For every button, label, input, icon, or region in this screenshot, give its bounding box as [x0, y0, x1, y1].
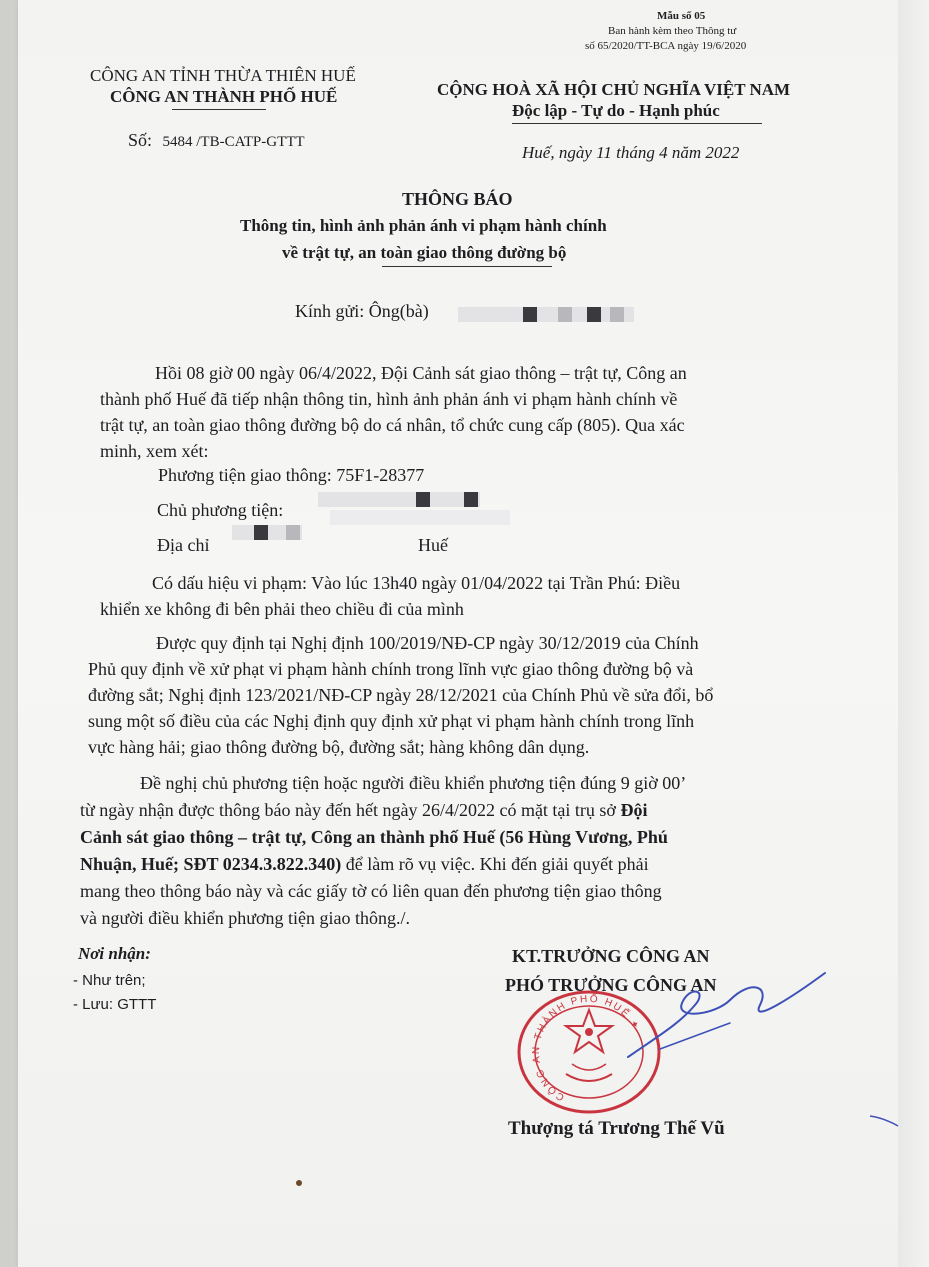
doc-subtitle-2: về trật tự, an toàn giao thông đường bộ — [282, 243, 567, 262]
intro-line: thành phố Huế đã tiếp nhận thông tin, hình ảnh phản ánh vi phạm hành chính về — [100, 389, 678, 409]
pen-mark — [868, 1112, 900, 1128]
place-date: Huế, ngày 11 tháng 4 năm 2022 — [522, 143, 740, 162]
request-bold: Nhuận, Huế; SĐT 0234.3.822.340) — [80, 854, 342, 874]
owner-label: Chủ phương tiện: — [157, 500, 284, 520]
intro-line: minh, xem xét: — [100, 441, 209, 461]
legal-line: đường sắt; Nghị định 123/2021/NĐ-CP ngày 28/12/2021 của Chính Phủ về sửa đổi, bổ — [88, 685, 714, 705]
signer-line2: PHÓ TRƯỞNG CÔNG AN — [505, 975, 717, 995]
address-city: Huế — [418, 535, 448, 555]
issuer-line1: CÔNG AN TỈNH THỪA THIÊN HUẾ — [90, 66, 356, 85]
legal-line: vực hàng hải; giao thông đường bộ, đường sắt; hàng không dân dụng. — [88, 737, 590, 757]
legal-paragraph — [88, 630, 840, 760]
recipient-item: - Như trên; — [73, 972, 146, 989]
issuer-line2: CÔNG AN THÀNH PHỐ HUẾ — [110, 87, 338, 106]
intro-paragraph — [100, 360, 855, 464]
nation-name: CỘNG HOÀ XÃ HỘI CHỦ NGHĨA VIỆT NAM — [437, 80, 791, 99]
request-line: mang theo thông báo này và các giấy tờ có liên quan đến phương tiện giao thông — [80, 881, 662, 901]
vehicle-plate: Phương tiện giao thông: 75F1-28377 — [158, 465, 425, 485]
request-line — [80, 797, 850, 824]
violation-line: khiển xe không đi bên phải theo chiều đi của mình — [100, 599, 464, 619]
motto-underline — [512, 123, 762, 124]
request-line: Đề nghị chủ phương tiện hoặc người điều khiển phương tiện đúng 9 giờ 00’ — [140, 773, 687, 793]
doc-subtitle-1: Thông tin, hình ảnh phản ánh vi phạm hành chính — [240, 216, 607, 235]
request-line: và người điều khiển phương tiện giao thông./. — [80, 908, 411, 928]
recipients-heading: Nơi nhận: — [78, 944, 151, 963]
recipient-item: - Lưu: GTTT — [73, 996, 157, 1013]
page-edge — [898, 0, 929, 1267]
doc-number: 5484 /TB-CATP-GTTT — [162, 134, 305, 150]
handwritten-signature — [620, 965, 840, 1075]
paper-speck — [296, 1180, 302, 1186]
request-text: từ ngày nhận được thông báo này đến hết ngày 26/4/2022 có mặt tại trụ sở — [80, 800, 621, 820]
legal-line: sung một số điều của các Nghị định quy định xử phạt vi phạm hành chính trong lĩnh — [88, 711, 695, 731]
form-circular: số 65/2020/TT-BCA ngày 19/6/2020 — [585, 40, 747, 52]
doc-number-row — [128, 130, 305, 151]
issuer-underline — [172, 109, 266, 110]
signer-name: Thượng tá Trương Thế Vũ — [508, 1118, 725, 1139]
intro-line: trật tự, an toàn giao thông đường bộ do cá nhân, tổ chức cung cấp (805). Qua xác — [100, 415, 685, 435]
violation-line: Có dấu hiệu vi phạm: Vào lúc 13h40 ngày 01/04/2022 tại Trần Phú: Điều — [152, 573, 681, 593]
redacted-owner-name-2 — [330, 510, 510, 525]
legal-line: Được quy định tại Nghị định 100/2019/NĐ-CP ngày 30/12/2019 của Chính — [156, 633, 699, 653]
title-underline — [382, 266, 552, 267]
form-number: Mẫu số 05 — [657, 10, 706, 22]
request-line — [80, 851, 850, 878]
form-issued-with: Ban hành kèm theo Thông tư — [608, 25, 737, 37]
request-bold: Đội — [620, 800, 648, 820]
recipient-label: Kính gửi: Ông(bà) — [295, 301, 429, 321]
redacted-recipient-name — [458, 307, 634, 322]
redacted-address — [232, 525, 302, 540]
svg-text:CÔNG AN THÀNH PHỐ HUẾ ✦: CÔNG AN THÀNH PHỐ HUẾ ✦ — [530, 993, 642, 1103]
request-text: để làm rõ vụ việc. Khi đến giải quyết phải — [341, 854, 649, 874]
violation-paragraph — [100, 570, 832, 622]
address-label: Địa chỉ — [157, 535, 210, 555]
legal-line: Phủ quy định về xử phạt vi phạm hành chính trong lĩnh vực giao thông đường bộ và — [88, 659, 694, 679]
signer-line1: KT.TRƯỞNG CÔNG AN — [512, 946, 710, 966]
request-paragraph — [80, 770, 850, 932]
redacted-owner-name — [318, 492, 480, 507]
intro-line: Hồi 08 giờ 00 ngày 06/4/2022, Đội Cảnh sát giao thông – trật tự, Công an — [155, 363, 687, 383]
doc-number-label: Số: — [128, 130, 153, 150]
request-line: Cảnh sát giao thông – trật tự, Công an thành phố Huế (56 Hùng Vương, Phú — [80, 827, 668, 847]
doc-title: THÔNG BÁO — [402, 189, 513, 209]
nation-motto: Độc lập - Tự do - Hạnh phúc — [512, 101, 720, 120]
